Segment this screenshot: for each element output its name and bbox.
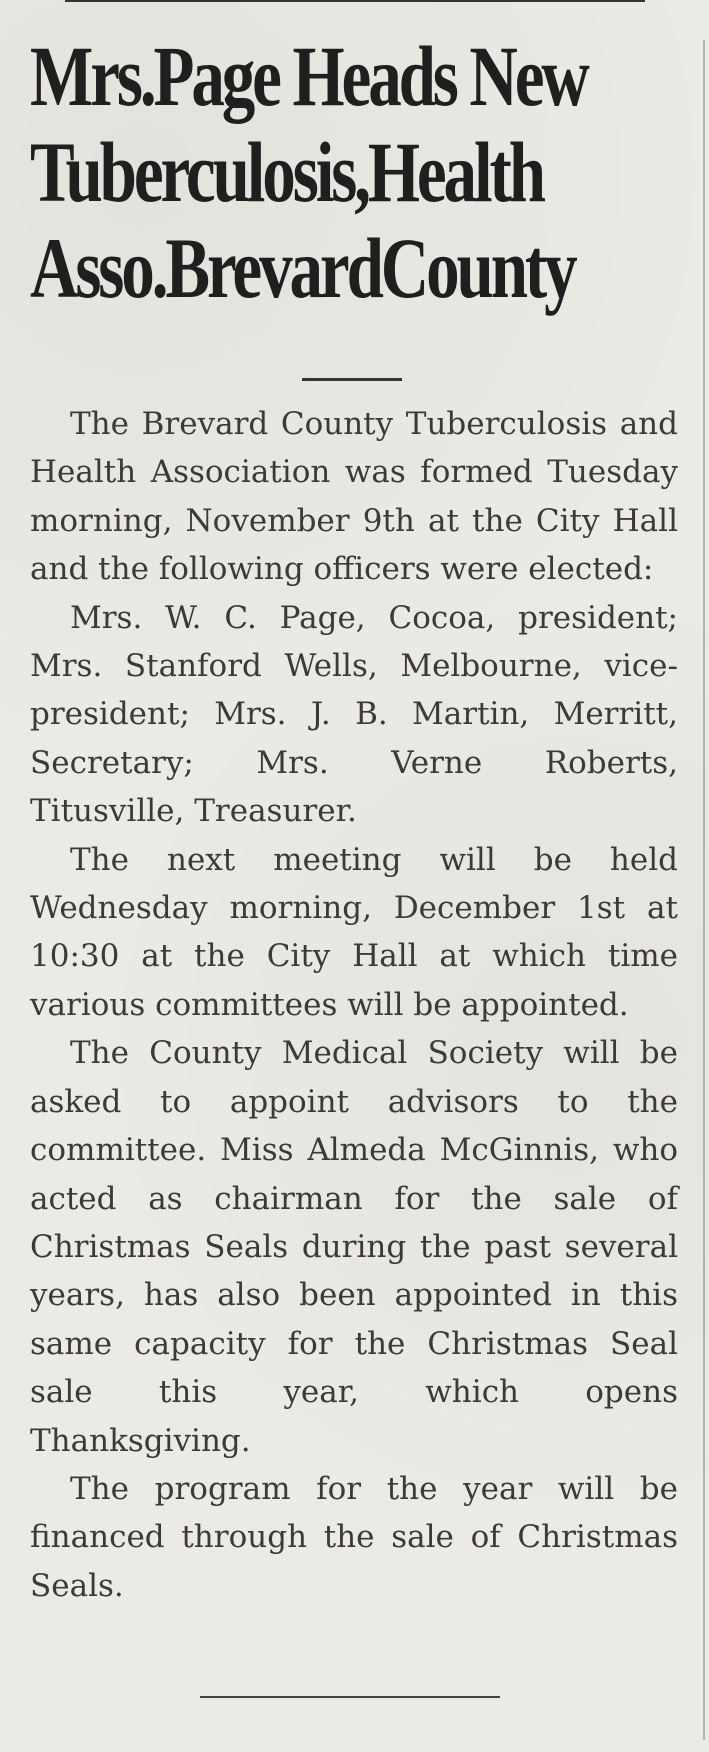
- article-end-rule: [200, 1696, 500, 1698]
- headline-line-1: Mrs.Page Heads New: [30, 28, 587, 124]
- headline-line-3: Asso.BrevardCounty: [30, 220, 575, 316]
- article-paragraph-2: Mrs. W. C. Page, Cocoa, president; Mrs. Stanford Wells, Melbourne, vice-president; Mrs. J. B. Martin, Merritt, Secretary; Mrs. Verne Roberts, Titusville, Treasurer.: [30, 599, 678, 830]
- right-column-rule: [703, 40, 705, 1740]
- top-column-rule: [65, 0, 645, 2]
- article-paragraph-1: The Brevard County Tuberculosis and Health Association was formed Tuesday morning, November 9th at the City Hall and the following officers were elected:: [30, 406, 678, 588]
- article-paragraph-5: The program for the year will be financed through the sale of Christmas Seals.: [30, 1470, 678, 1604]
- article-body: [30, 400, 678, 1610]
- headline-divider: [302, 378, 402, 381]
- headline-line-2: Tuberculosis,Health: [30, 124, 543, 220]
- article-paragraph-3: The next meeting will be held Wednesday morning, December 1st at 10:30 at the City Hall at which time various committees will be appointed.: [30, 841, 678, 1023]
- article-paragraph-4: The County Medical Society will be asked to appoint advisors to the committee. Miss Almeda McGinnis, who acted as chairman for the sale of Christmas Seals during the past several years, has also been appointed in this same capacity for the Christmas Seal sale this year, which opens Thanksgiving.: [30, 1035, 678, 1459]
- headline: [30, 28, 690, 316]
